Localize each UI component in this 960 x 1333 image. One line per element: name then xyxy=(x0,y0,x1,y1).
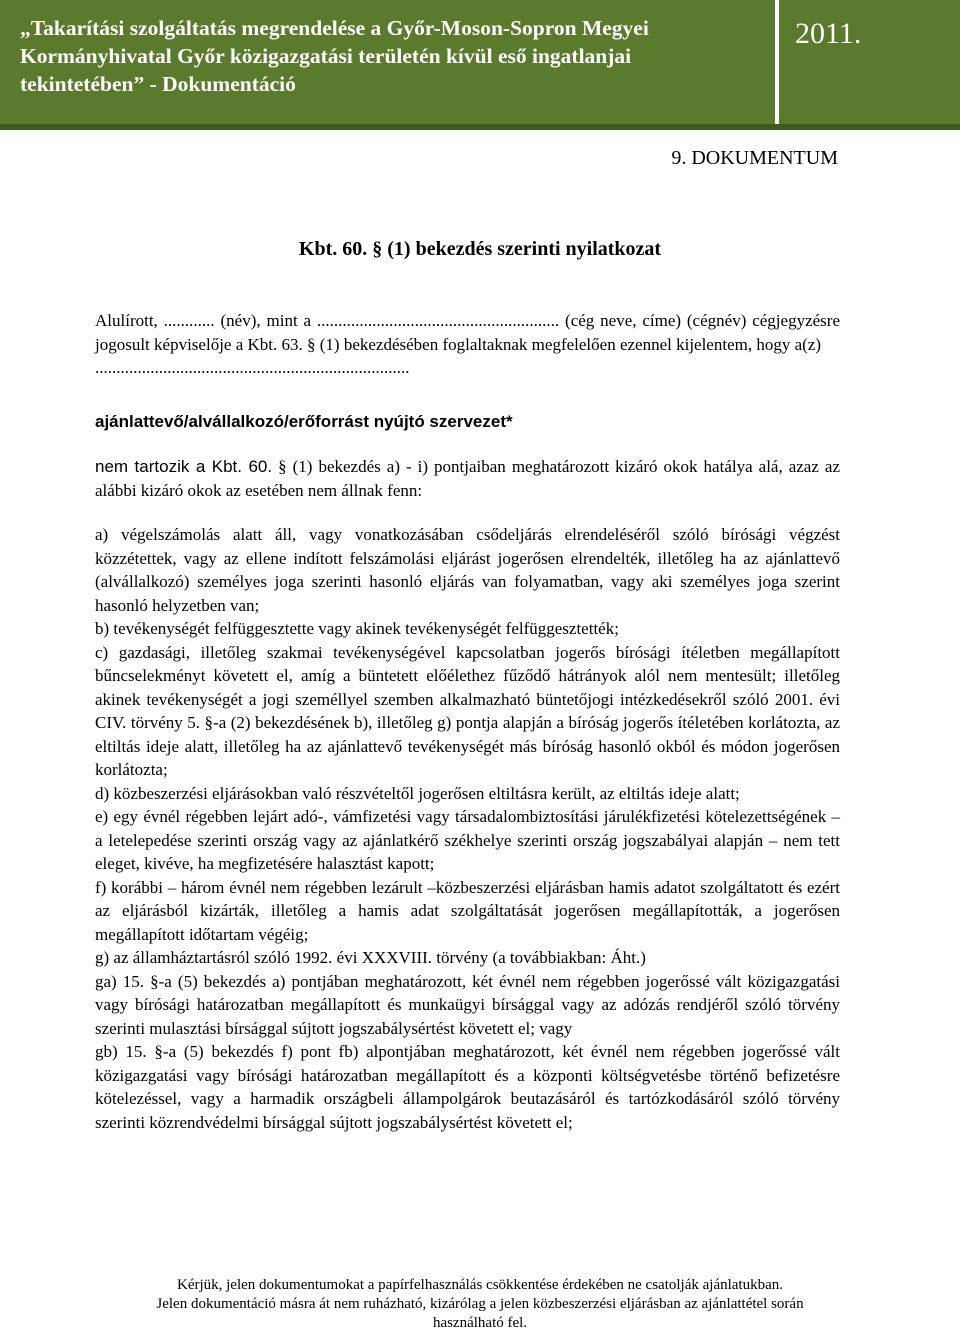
list-item: f) korábbi – három évnél nem régebben lezárult –közbeszerzési eljárásban hamis adatot szolgáltatott és ezért az eljárásból kizárták, illetőleg a hamis adat szolgáltatását jogerősen megállapították, a jogerősen megállapított időtartam végéig; xyxy=(95,877,840,944)
list-item: g) az államháztartásról szóló 1992. évi XXXVIII. törvény (a továbbiakban: Áht.) xyxy=(95,948,646,967)
list-item: ga) 15. §-a (5) bekezdés a) pontjában meghatározott, két évnél nem régebben jogerőssé vált közigazgatási vagy bírósági határozatban megállapított és munkaügyi bírsággal vagy az adózás rendjéről szóló törvény szerinti mulasztási bírsággal sújtott jogszabálysértést követett el; vagy xyxy=(95,971,840,1038)
header-divider xyxy=(0,124,960,130)
not-part-lead: nem tartozik a Kbt. 60. xyxy=(95,457,273,476)
intro-paragraph: Alulírott, ............ (név), mint a ......................................................... (cég neve, címe) (cégnév) cégjegyzésre jogosult képviselője a Kbt. 63. § (1) bekezdésében foglaltaknak megfelelően ezennel kijelentem, hogy a(z) xyxy=(95,311,840,354)
subject-line: ajánlattevő/alvállalkozó/erőforrást nyújtó szervezet* xyxy=(95,411,513,431)
document-number-label: 9. DOKUMENTUM xyxy=(671,147,838,169)
document-body xyxy=(95,309,840,1134)
list-item: b) tevékenységét felfüggesztette vagy akinek tevékenységét felfüggesztették; xyxy=(95,619,619,638)
intro-dots: .......................................................................... xyxy=(95,358,410,377)
list-item: d) közbeszerzési eljárásokban való részvételtől jogerősen eltiltásra került, az eltiltás ideje alatt; xyxy=(95,783,740,803)
header-title-line: „Takarítási szolgáltatás megrendelése a Győr-Moson-Sopron Megyei xyxy=(20,16,649,40)
not-part-rest: § (1) bekezdés a) - i) pontjaiban meghatározott kizáró okok hatálya alá, azaz az alábbi kizáró okok az esetében nem állnak fenn: xyxy=(95,457,840,500)
header-title xyxy=(0,0,775,124)
list-item: e) egy évnél régebben lejárt adó-, vámfizetési vagy társadalombiztosítási járulékfizetési kötelezettségének – a letelepedése szerinti ország vagy az ajánlatkérő székhelye szerinti ország jogszabályai alapján – nem tett eleget, kivéve, ha megfizetésére halasztást kapott; xyxy=(95,807,840,873)
document-title: Kbt. 60. § (1) bekezdés szerinti nyilatkozat xyxy=(298,238,662,260)
document-header xyxy=(0,0,960,130)
footer-line: használható fel. xyxy=(432,1315,528,1331)
header-year: 2011. xyxy=(779,0,960,124)
header-title-line: Kormányhivatal Győr közigazgatási területén kívül eső ingatlanjai xyxy=(20,44,632,68)
exclusion-list xyxy=(95,523,840,1134)
header-title-line: tekintetében” - Dokumentáció xyxy=(20,72,296,96)
list-item: a) végelszámolás alatt áll, vagy vonatkozásában csődeljárás elrendeléséről szóló bírósági végzést közzétettek, vagy az ellene indított felszámolási eljárást jogerősen elrendelték, illetőleg ha az ajánlattevő (alvállalkozó) személyes joga szerinti hasonló eljárás van folyamatban, vagy aki személyes joga szerint hasonló helyzetben van; xyxy=(95,525,840,615)
footer-line: Kérjük, jelen dokumentumokat a papírfelhasználás csökkentése érdekében ne csatolják ajánlatukban. xyxy=(176,1277,783,1293)
list-item: gb) 15. §-a (5) bekezdés f) pont fb) alpontjában meghatározott, két évnél nem régebben jogerőssé vált közigazgatási vagy bírósági határozatban megállapított és a központi költségvetésbe történő befizetésre kötelezéssel, vagy a harmadik országbeli állampolgárok beutazásáról és tartózkodásáról szóló törvény szerinti közrendvédelmi bírsággal sújtott jogszabálysértést követett el; xyxy=(95,1042,840,1132)
list-item: c) gazdasági, illetőleg szakmai tevékenységével kapcsolatban jogerős bírósági ítéletben megállapított bűncselekményt követett el, amíg a büntetett előélethez fűződő hátrányok alól nem mentesült; illetőleg akinek tevékenységét a jogi személlyel szemben alkalmazható büntetőjogi intézkedésekről szóló 2001. évi CIV. törvény 5. §-a (2) bekezdésének b), illetőleg g) pontja alapján a bíróság jogerős ítéletében korlátozta, az eltiltás ideje alatt, illetőleg ha az ajánlattevő tevékenységét más bíróság hasonló okból és módon jogerősen korlátozta; xyxy=(95,642,840,779)
document-footer xyxy=(0,1276,960,1333)
footer-line: Jelen dokumentáció másra át nem ruházható, kizárólag a jelen közbeszerzési eljárásban az ajánlattétel során xyxy=(156,1296,804,1312)
not-part-paragraph xyxy=(95,455,840,502)
